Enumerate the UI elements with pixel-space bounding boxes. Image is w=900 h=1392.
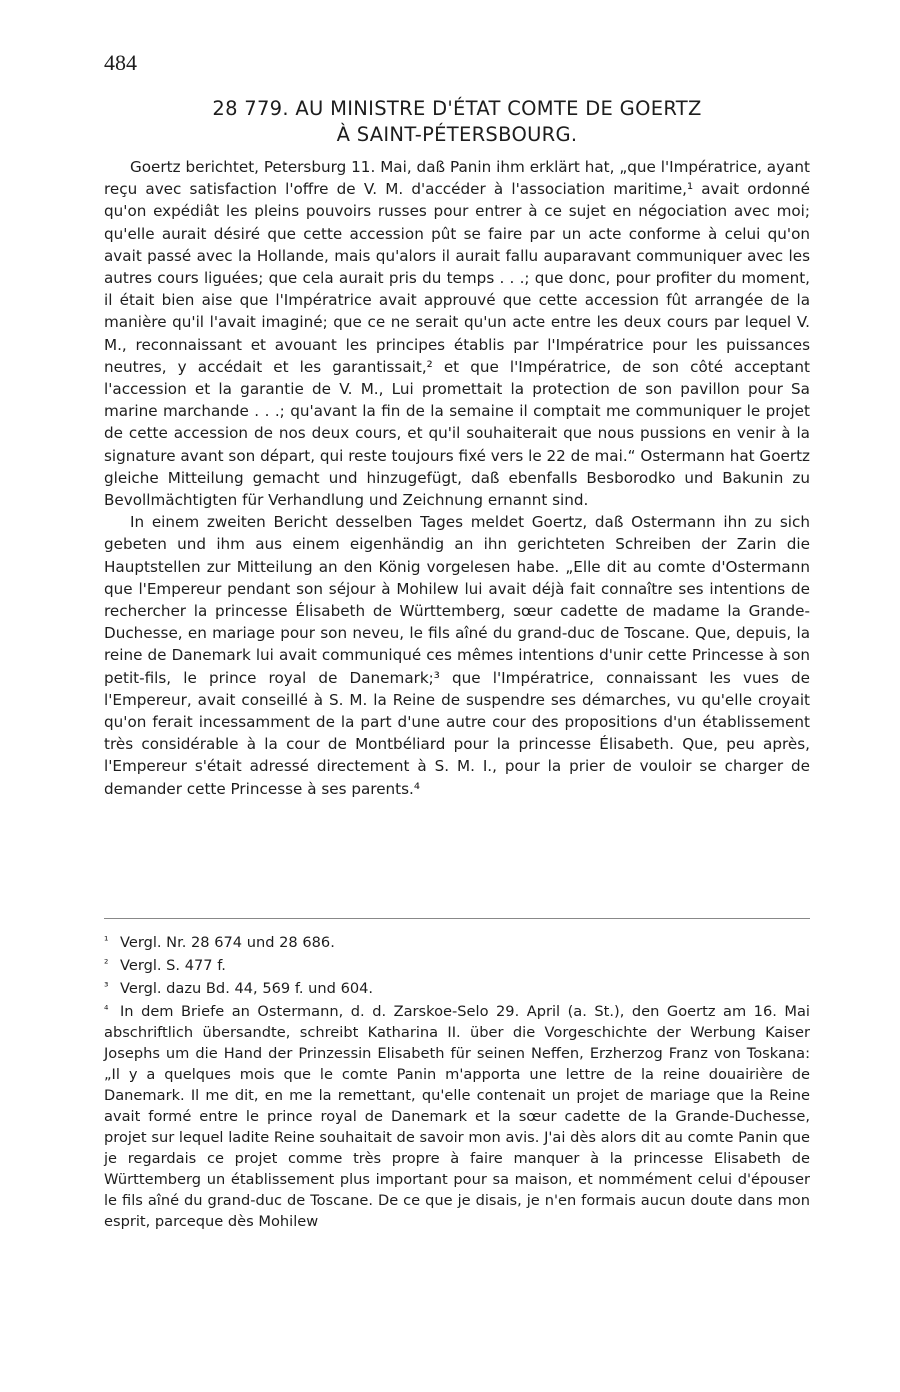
heading-line-2: À SAINT-PÉTERSBOURG.: [336, 123, 578, 146]
footnote-text: Vergl. Nr. 28 674 und 28 686.: [120, 934, 335, 951]
footnote-marker: ¹: [104, 934, 109, 947]
footnote-marker: ³: [104, 980, 109, 993]
footnote-4: [104, 999, 810, 1232]
paragraph-2: In einem zweiten Bericht desselben Tages meldet Goertz, daß Ostermann ihn zu sich gebeten und ihm aus einem eigenhändig an ihn gerichteten Schreiben der Zarin die Hauptstellen zur Mitteilung an den König vorgelesen habe. „Elle dit au comte d'Ostermann que l'Empereur pendant son séjour à Mohilew lui avait déjà fait connaître ses intentions de rechercher la princesse Élisabeth de Württemberg, sœur cadette de madame la Grande-Duchesse, en mariage pour son neveu, le fils aîné du grand-duc de Toscane. Que, depuis, la reine de Danemark lui avait communiqué ces mêmes intentions d'unir cette Princesse à son petit-fils, le prince royal de Danemark;³ que l'Impératrice, connaissant les vues de l'Empereur, avait conseillé à S. M. la Reine de suspendre ses démarches, vu qu'elle croyait qu'on ferait incessamment de la part d'une autre cour des propositions d'un établissement très considérable à la cour de Montbéliard pour la princesse Élisabeth. Que, peu après, l'Empereur s'était adressé directement à S. M. I., pour la prier de vouloir se charger de demander cette Princesse à ses parents.⁴: [104, 513, 810, 798]
heading-line-1: 28 779. AU MINISTRE D'ÉTAT COMTE DE GOERTZ: [212, 97, 702, 120]
page-number: 484: [104, 50, 137, 75]
footnotes: [104, 930, 810, 1232]
footnote-marker: ²: [104, 957, 109, 970]
main-text: [104, 156, 810, 800]
footnote-divider: [104, 918, 810, 919]
document-heading: [104, 96, 810, 148]
footnote-marker: ⁴: [104, 1003, 109, 1016]
footnote-3: [104, 976, 810, 999]
footnote-text: In dem Briefe an Ostermann, d. d. Zarskoe-Selo 29. April (a. St.), den Goertz am 16. Mai abschriftlich übersandte, schreibt Katharina II. über die Vorgeschichte der Werbung Kaiser Josephs um die Hand der Prinzessin Elisabeth für seinen Neffen, Erzherzog Franz von Toskana: „Il y a quelques mois que le comte Panin m'apporta une lettre de la reine douairière de Danemark. Il me dit, en me la remettant, qu'elle contenait un projet de mariage que la Reine avait formé entre le prince royal de Danemark et la sœur cadette de la Grande-Duchesse, projet sur lequel ladite Reine souhaitait de savoir mon avis. J'ai dès alors dit au comte Panin que je regardais ce projet comme très propre à faire manquer à la princesse Elisabeth de Württemberg un établissement plus important pour sa maison, et nommément celui d'épouser le fils aîné du grand-duc de Toscane. De ce que je disais, je n'en formais aucun doute dans mon esprit, parceque dès Mohilew: [104, 1003, 810, 1230]
footnote-text: Vergl. S. 477 f.: [120, 957, 226, 974]
footnote-2: [104, 953, 810, 976]
footnote-text: Vergl. dazu Bd. 44, 569 f. und 604.: [120, 980, 374, 997]
footnote-1: [104, 930, 810, 953]
paragraph-1: Goertz berichtet, Petersburg 11. Mai, daß Panin ihm erklärt hat, „que l'Impératrice, ayant reçu avec satisfaction l'offre de V. M. d'accéder à l'association maritime,¹ avait ordonné qu'on expédiât les pleins pouvoirs russes pour entrer à ce sujet en négociation avec moi; qu'elle aurait désiré que cette accession pût se faire par un acte conforme à celui qu'on avait passé avec la Hollande, mais qu'alors il aurait fallu auparavant communiquer avec les autres cours liguées; que cela aurait pris du temps . . .; que donc, pour profiter du moment, il était bien aise que l'Impératrice avait approuvé que cette accession fût arrangée de la manière qu'il l'avait imaginé; que ce ne serait qu'un acte entre les deux cours par lequel V. M., reconnaissant et avouant les principes établis par l'Impératrice pour les puissances neutres, y accédait et les garantissait,² et que l'Impératrice, de son côté acceptant l'accession et la garantie de V. M., Lui promettait la protection de son pavillon pour Sa marine marchande . . .; qu'avant la fin de la semaine il comptait me communiquer le projet de cette accession de nos deux cours, et qu'il souhaiterait que nous pussions en venir à la signature avant son départ, qui reste toujours fixé vers le 22 de mai.“ Ostermann hat Goertz gleiche Mitteilung gemacht und hinzugefügt, daß ebenfalls Besborodko und Bakunin zu Bevollmächtigten für Verhandlung und Zeichnung ernannt sind.: [104, 158, 810, 510]
